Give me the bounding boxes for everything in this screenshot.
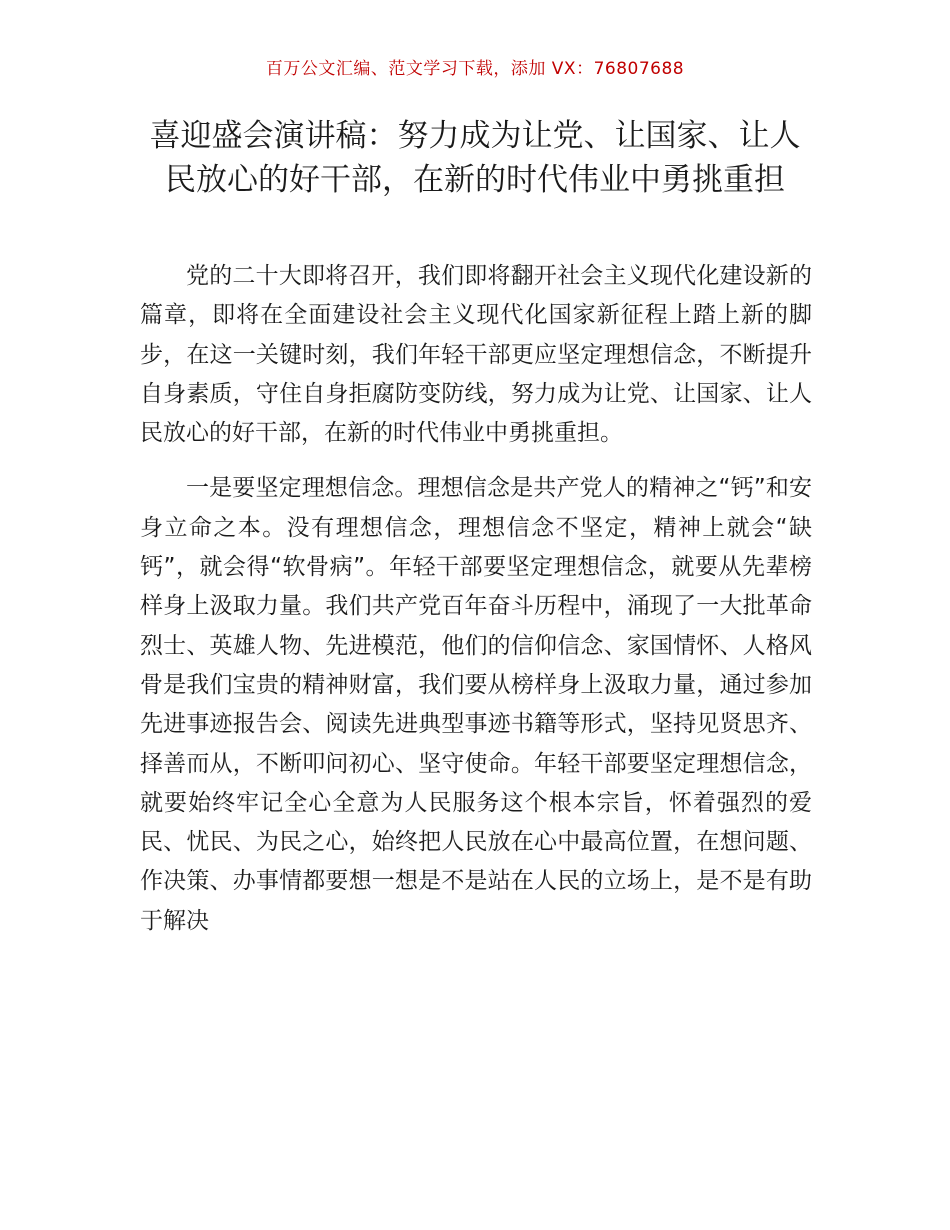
page-title: 喜迎盛会演讲稿：努力成为让党、让国家、让人民放心的好干部，在新的时代伟业中勇挑重担 — [149, 118, 801, 198]
document-body — [140, 257, 812, 957]
header-watermark-note: 百万公文汇编、范文学习下载，添加 VX：76807688 — [265, 59, 685, 79]
paragraph-point-one: 一是要坚定理想信念。理想信念是共产党人的精神之“钙”和安身立命之本。没有理想信念，理想信念不坚定，精神上就会“缺钙”，就会得“软骨病”。年轻干部要坚定理想信念，就要从先辈榜样身上汲取力量。我们共产党百年奋斗历程中，涌现了一大批革命烈士、英雄人物、先进模范，他们的信仰信念、家国情怀、人格风骨是我们宝贵的精神财富，我们要从榜样身上汲取力量，通过参加先进事迹报告会、阅读先进典型事迹书籍等形式，坚持见贤思齐、择善而从，不断叩问初心、坚守使命。年轻干部要坚定理想信念，就要始终牢记全心全意为人民服务这个根本宗旨，怀着强烈的爱民、忧民、为民之心，始终把人民放在心中最高位置，在想问题、作决策、办事情都要想一想是不是站在人民的立场上，是不是有助于解决 — [140, 475, 812, 934]
paragraph-intro: 党的二十大即将召开，我们即将翻开社会主义现代化建设新的篇章，即将在全面建设社会主义现代化国家新征程上踏上新的脚步，在这一关键时刻，我们年轻干部更应坚定理想信念，不断提升自身素质，守住自身拒腐防变防线，努力成为让党、让国家、让人民放心的好干部，在新的时代伟业中勇挑重担。 — [140, 263, 812, 447]
